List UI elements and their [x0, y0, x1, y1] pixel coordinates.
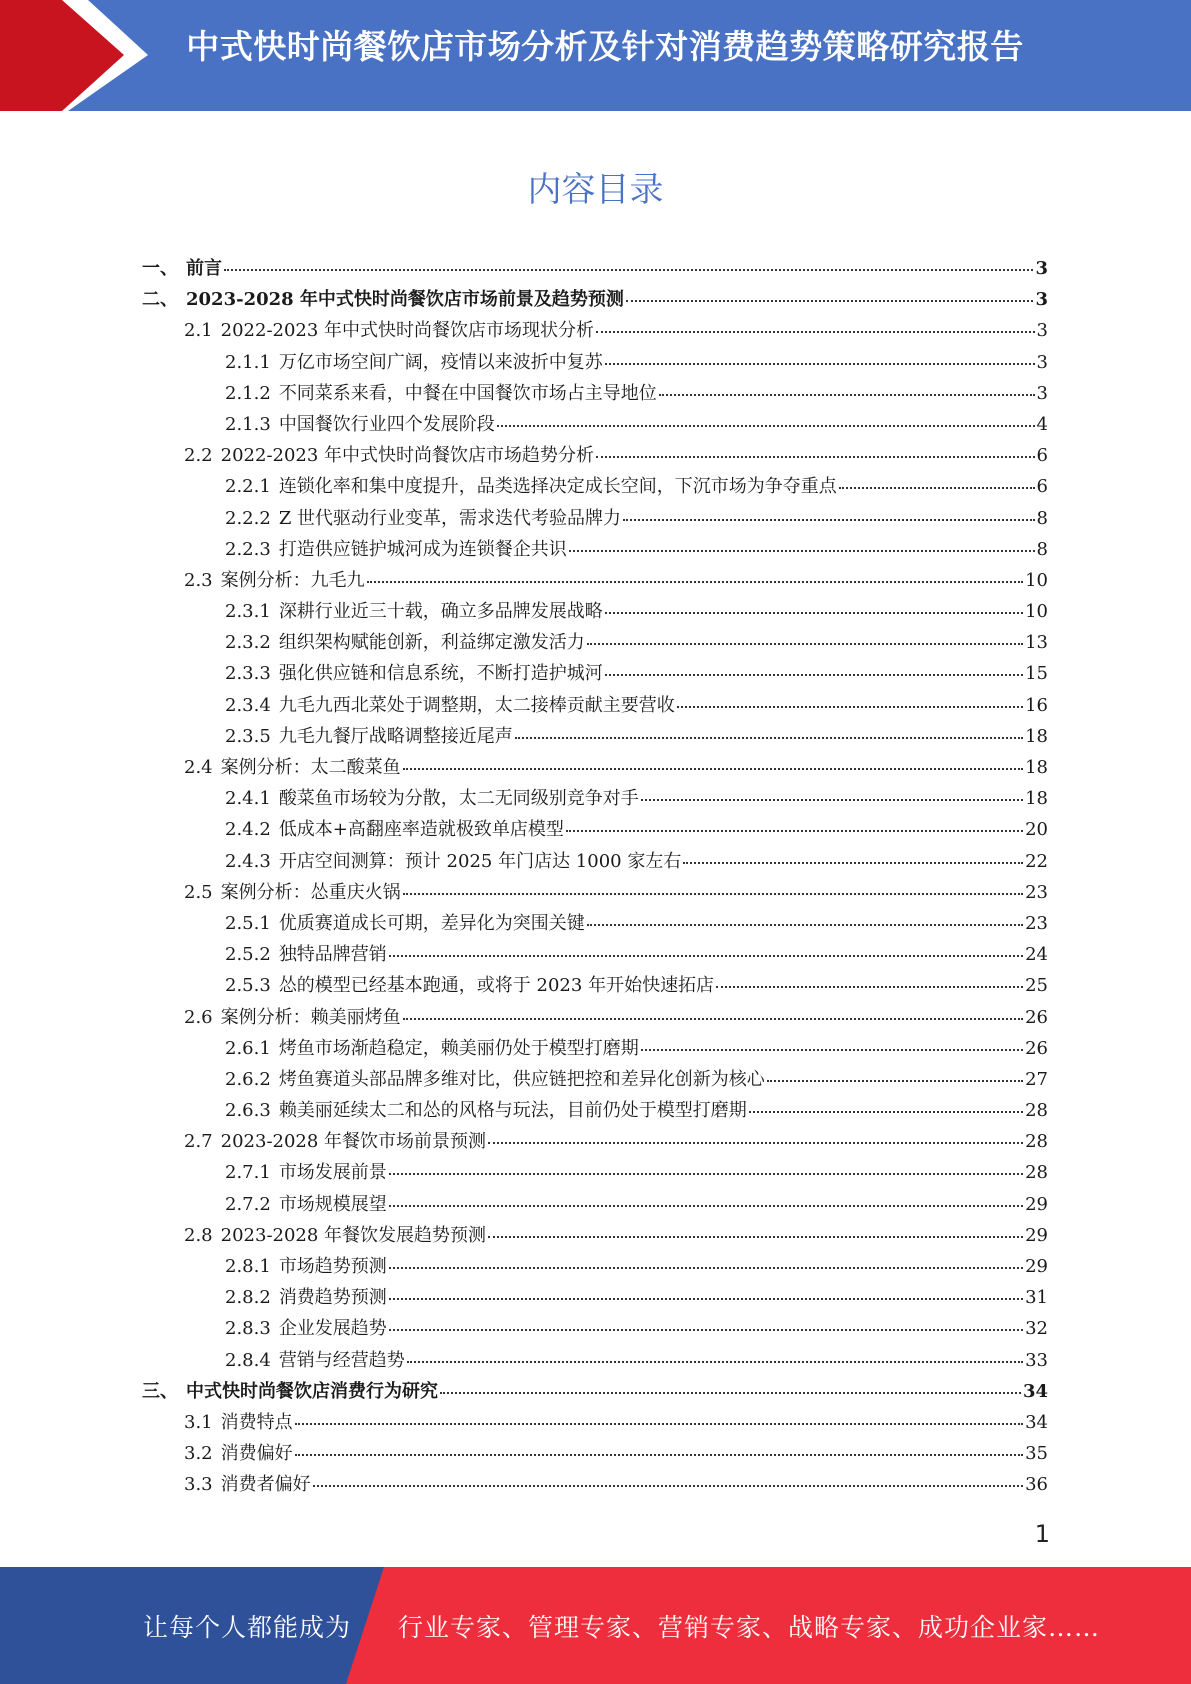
toc-entry-text [225, 379, 657, 405]
toc-entry-title: 开店空间测算：预计 2025 年门店达 1000 家左右 [278, 850, 682, 872]
toc-dot-leader [605, 674, 1023, 676]
toc-dot-leader [626, 300, 1034, 302]
toc-entry[interactable] [142, 1003, 1048, 1034]
toc-dot-leader [596, 456, 1034, 458]
toc-entry-title: 案例分析：九毛九 [220, 569, 365, 591]
toc-entry[interactable] [142, 1408, 1048, 1439]
toc-entry-number: 2.2.1 [225, 476, 271, 498]
toc-entry-text [225, 1346, 405, 1372]
toc-entry-title: 2023-2028 年餐饮市场前景预测 [220, 1131, 487, 1153]
toc-entry-number: 2.1.1 [225, 351, 271, 373]
toc-entry-title: Z 世代驱动行业变革，需求迭代考验品牌力 [278, 507, 622, 529]
toc-entry-number: 2.2.2 [225, 507, 271, 529]
toc-entry-number: 2.8.4 [225, 1349, 271, 1371]
toc-entry-page: 26 [1025, 1037, 1048, 1059]
toc-entry-page: 29 [1025, 1256, 1048, 1277]
toc-entry-text [225, 504, 621, 530]
toc-entry-text [225, 659, 603, 685]
report-title: 中式快时尚餐饮店市场分析及针对消费趋势策略研究报告 [186, 27, 1024, 66]
toc-entry-number: 2.8.3 [225, 1318, 271, 1340]
toc-dot-leader [389, 1173, 1023, 1175]
toc-entry-page: 34 [1022, 1380, 1048, 1402]
toc-entry-number: 2.8 [184, 1224, 213, 1246]
toc-entry[interactable] [142, 1127, 1048, 1158]
toc-entry-number: 2.7.1 [225, 1162, 271, 1184]
toc-entry-page: 3 [1036, 320, 1048, 342]
toc-dot-leader [596, 331, 1034, 333]
toc-entry-title: 打造供应链护城河成为连锁餐企共识 [278, 538, 567, 560]
footer-slogan-left: 让每个人都能成为 [143, 1613, 352, 1642]
toc-entry-text [225, 940, 387, 966]
toc-entry-title: 前言 [186, 258, 222, 279]
toc-entry-page: 6 [1036, 445, 1048, 467]
toc-entry-text [184, 566, 365, 592]
toc-entry[interactable] [142, 1470, 1048, 1501]
toc-entry-page: 3 [1036, 351, 1048, 373]
toc-entry-page: 20 [1025, 819, 1048, 841]
toc-entry-title: 案例分析：赖美丽烤鱼 [220, 1006, 401, 1028]
toc-entry-text [225, 1065, 765, 1091]
toc-entry-text [225, 597, 603, 623]
toc-dot-leader [605, 612, 1023, 614]
toc-entry-text [142, 254, 222, 280]
toc-entry[interactable] [142, 628, 1048, 659]
toc-entry-title: 九毛九西北菜处于调整期，太二接棒贡献主要营收 [278, 694, 675, 716]
toc-entry-text [225, 909, 585, 935]
toc-entry[interactable] [142, 566, 1048, 597]
toc-entry-page: 8 [1036, 507, 1048, 529]
toc-entry[interactable] [142, 285, 1048, 316]
toc-entry-page: 33 [1025, 1349, 1048, 1371]
toc-entry[interactable] [142, 659, 1048, 690]
toc-entry-text [184, 1127, 486, 1153]
toc-entry-number: 3.3 [184, 1474, 213, 1496]
toc-entry-text [225, 1158, 387, 1184]
toc-entry-title: 市场规模展望 [278, 1193, 387, 1215]
toc-entry-text [225, 722, 513, 748]
toc-entry[interactable] [142, 1221, 1048, 1252]
toc-entry-page: 27 [1025, 1068, 1048, 1090]
toc-dot-leader [313, 1485, 1023, 1487]
toc-entry-number: 2.2.3 [225, 538, 271, 560]
toc-entry[interactable] [142, 410, 1048, 441]
toc-entry-title: 消费者偏好 [220, 1474, 311, 1496]
toc-dot-leader [716, 986, 1023, 988]
toc-entry-number: 2.6.1 [225, 1037, 271, 1059]
toc-entry-text [225, 691, 675, 717]
toc-entry-page: 3 [1035, 289, 1048, 311]
toc-entry-page: 29 [1025, 1193, 1048, 1215]
toc-entry[interactable] [142, 847, 1048, 878]
toc-entry-title: 2022-2023 年中式快时尚餐饮店市场趋势分析 [220, 445, 595, 467]
toc-entry[interactable] [142, 722, 1048, 753]
toc-entry-number: 2.1 [184, 320, 213, 342]
toc-entry[interactable] [142, 348, 1048, 379]
toc-entry-number: 2.5 [184, 881, 213, 903]
toc-entry[interactable] [142, 472, 1048, 503]
toc-dot-leader [497, 425, 1035, 427]
toc-entry-title: 深耕行业近三十载，确立多品牌发展战略 [278, 601, 603, 623]
toc-entry-title: 案例分析：太二酸菜鱼 [220, 757, 401, 778]
toc-dot-leader [403, 1018, 1023, 1020]
toc-entry-title: 消费特点 [220, 1411, 293, 1433]
toc-dot-leader [488, 1142, 1023, 1144]
toc-entry[interactable] [142, 1158, 1048, 1189]
toc-entry-page: 10 [1025, 601, 1048, 623]
toc-dot-leader [403, 768, 1023, 770]
toc-entry-text [225, 784, 639, 810]
toc-entry-title: 消费趋势预测 [278, 1287, 387, 1309]
toc-entry-text [184, 441, 594, 467]
toc-entry-number: 2.6.3 [225, 1100, 271, 1122]
toc-entry-number: 2.6 [184, 1006, 213, 1028]
toc-dot-leader [749, 1111, 1023, 1113]
toc-dot-leader [403, 893, 1023, 895]
toc-entry-number: 2.5.2 [225, 944, 271, 966]
toc-dot-leader [569, 550, 1035, 552]
toc-entry-text [225, 628, 585, 654]
toc-entry-text [225, 815, 564, 841]
toc-dot-leader [641, 1049, 1023, 1051]
toc-dot-leader [367, 581, 1023, 583]
toc-entry-text [184, 878, 401, 904]
toc-entry[interactable] [142, 1190, 1048, 1221]
toc-entry-number: 2.7 [184, 1131, 213, 1153]
toc-entry[interactable] [142, 784, 1048, 815]
toc-entry-text [225, 1283, 387, 1309]
toc-entry-page: 18 [1025, 725, 1048, 747]
toc-dot-leader [641, 799, 1023, 801]
toc-entry[interactable] [142, 504, 1048, 535]
toc-entry-page: 35 [1025, 1443, 1048, 1465]
toc-entry-text [225, 971, 714, 997]
toc-entry-title: 强化供应链和信息系统，不断打造护城河 [278, 663, 603, 685]
toc-entry-title: 组织架构赋能创新，利益绑定激发活力 [278, 632, 585, 654]
toc-entry[interactable] [142, 254, 1048, 285]
toc-entry-number: 2.4.1 [225, 788, 271, 810]
toc-entry-title: 酸菜鱼市场较为分散，太二无同级别竞争对手 [278, 788, 639, 810]
toc-entry-title: 2023-2028 年餐饮发展趋势预测 [220, 1224, 487, 1246]
toc-entry-number: 2.4 [184, 757, 213, 778]
toc-entry-title: 烤鱼市场渐趋稳定，赖美丽仍处于模型打磨期 [278, 1037, 639, 1059]
toc-entry[interactable] [142, 1034, 1048, 1065]
toc-entry-text [225, 1096, 747, 1122]
toc-entry-page: 26 [1025, 1006, 1048, 1028]
toc-entry-title: 案例分析：怂重庆火锅 [220, 881, 401, 903]
toc-entry-number: 3.2 [184, 1443, 213, 1465]
toc-entry-title: 2023-2028 年中式快时尚餐饮店市场前景及趋势预测 [186, 289, 624, 311]
toc-entry-page: 31 [1025, 1287, 1048, 1309]
toc-entry-text [225, 1190, 387, 1216]
toc-entry-text [225, 410, 495, 436]
toc-entry-page: 29 [1025, 1224, 1048, 1246]
toc-entry-page: 3 [1036, 382, 1048, 404]
toc-heading: 内容目录 [527, 170, 664, 210]
toc-entry-number: 2.3.5 [225, 725, 271, 747]
toc-entry[interactable] [142, 1065, 1048, 1096]
page-number: 1 [1034, 1520, 1050, 1548]
toc-entry[interactable] [142, 815, 1048, 846]
toc-entry-text [184, 1470, 311, 1496]
toc-entry-number: 三、 [142, 1380, 178, 1402]
toc-entry[interactable] [142, 1314, 1048, 1345]
toc-entry[interactable] [142, 1096, 1048, 1127]
toc-entry[interactable] [142, 441, 1048, 472]
toc-entry-number: 2.3.4 [225, 694, 271, 716]
toc-entry[interactable] [142, 878, 1048, 909]
toc-entry-number: 2.3.3 [225, 663, 271, 685]
toc-entry-text [225, 472, 837, 498]
toc-entry-number: 2.3.1 [225, 601, 271, 623]
toc-entry-page: 34 [1025, 1411, 1048, 1433]
toc-entry-text [184, 1408, 293, 1434]
toc-entry-number: 2.1.3 [225, 413, 271, 435]
toc-entry-text [184, 1221, 486, 1247]
toc-entry-text [184, 753, 401, 779]
toc-entry-number: 2.2 [184, 445, 213, 467]
toc-entry-number: 2.3.2 [225, 632, 271, 654]
toc-entry-text [225, 535, 567, 561]
toc-entry-page: 28 [1025, 1131, 1048, 1153]
toc-entry[interactable] [142, 379, 1048, 410]
toc-dot-leader [488, 1236, 1023, 1238]
toc-dot-leader [839, 487, 1035, 489]
toc-entry-title: 营销与经营趋势 [278, 1349, 405, 1371]
toc-entry-text [225, 348, 603, 374]
toc-entry-page: 32 [1025, 1318, 1048, 1340]
toc-entry[interactable] [142, 316, 1048, 347]
toc-dot-leader [623, 519, 1035, 521]
toc-dot-leader [389, 1329, 1023, 1331]
toc-entry-number: 2.5.3 [225, 975, 271, 997]
toc-entry-title: 低成本+高翻座率造就极致单店模型 [278, 819, 564, 841]
toc-entry-number: 二、 [142, 289, 178, 311]
toc-entry-page: 24 [1025, 944, 1048, 966]
toc-entry-page: 23 [1025, 912, 1048, 934]
toc-entry[interactable] [142, 691, 1048, 722]
toc-entry-title: 烤鱼赛道头部品牌多维对比，供应链把控和差异化创新为核心 [278, 1068, 765, 1090]
toc-entry-page: 16 [1025, 694, 1048, 716]
toc-dot-leader [407, 1361, 1023, 1363]
toc-entry-number: 一、 [142, 258, 178, 279]
toc-dot-leader [440, 1392, 1021, 1394]
toc-dot-leader [767, 1080, 1023, 1082]
toc-entry[interactable] [142, 940, 1048, 971]
toc-entry-page: 10 [1025, 569, 1048, 591]
toc-dot-leader [389, 1267, 1023, 1269]
toc-entry-number: 2.8.2 [225, 1287, 271, 1309]
toc-entry-title: 市场趋势预测 [278, 1256, 387, 1277]
toc-entry[interactable] [142, 1283, 1048, 1314]
toc-entry-page: 36 [1025, 1474, 1048, 1496]
toc-entry[interactable] [142, 1252, 1048, 1283]
toc-entry-title: 不同菜系来看，中餐在中国餐饮市场占主导地位 [278, 382, 657, 404]
table-of-contents [142, 254, 1048, 1502]
toc-entry-title: 市场发展前景 [278, 1162, 387, 1184]
toc-entry-text [225, 1252, 387, 1278]
toc-entry-page: 13 [1025, 632, 1048, 654]
toc-entry-title: 优质赛道成长可期，差异化为突围关键 [278, 912, 585, 934]
toc-entry-title: 独特品牌营销 [278, 944, 387, 966]
toc-entry-text [225, 847, 681, 873]
toc-dot-leader [677, 706, 1023, 708]
toc-dot-leader [295, 1454, 1023, 1456]
toc-entry-page: 6 [1036, 476, 1048, 498]
footer-banner [0, 1567, 1191, 1684]
toc-entry[interactable] [142, 909, 1048, 940]
toc-entry-text [184, 1439, 293, 1465]
toc-entry[interactable] [142, 1439, 1048, 1470]
toc-entry-text [225, 1034, 639, 1060]
toc-dot-leader [566, 830, 1023, 832]
toc-entry-page: 18 [1025, 757, 1048, 778]
toc-dot-leader [224, 269, 1033, 271]
header-banner [0, 0, 1191, 111]
toc-entry-title: 连锁化率和集中度提升，品类选择决定成长空间，下沉市场为争夺重点 [278, 476, 837, 498]
toc-dot-leader [587, 643, 1023, 645]
toc-entry-page: 3 [1035, 258, 1048, 279]
toc-entry-page: 8 [1036, 538, 1048, 560]
toc-entry-title: 中国餐饮行业四个发展阶段 [278, 413, 495, 435]
toc-entry[interactable] [142, 971, 1048, 1002]
toc-entry-number: 2.4.3 [225, 850, 271, 872]
toc-entry-number: 3.1 [184, 1411, 213, 1433]
toc-entry[interactable] [142, 535, 1048, 566]
toc-entry-number: 2.3 [184, 569, 213, 591]
toc-entry-title: 消费偏好 [220, 1443, 293, 1465]
toc-entry-title: 企业发展趋势 [278, 1318, 387, 1340]
toc-entry-page: 18 [1025, 788, 1048, 810]
toc-entry-page: 25 [1025, 975, 1048, 997]
toc-entry[interactable] [142, 753, 1048, 784]
toc-entry[interactable] [142, 1346, 1048, 1377]
toc-entry-title: 2022-2023 年中式快时尚餐饮店市场现状分析 [220, 320, 595, 342]
toc-entry-text [142, 1377, 438, 1403]
footer-slogan-right: 行业专家、管理专家、营销专家、战略专家、成功企业家…… [398, 1613, 1101, 1642]
toc-entry-page: 4 [1036, 413, 1048, 435]
toc-entry-text [225, 1314, 387, 1340]
toc-entry[interactable] [142, 1377, 1048, 1408]
toc-dot-leader [389, 955, 1023, 957]
toc-entry-text [184, 1003, 401, 1029]
toc-entry-number: 2.8.1 [225, 1256, 271, 1277]
toc-entry-text [184, 316, 594, 342]
toc-entry-number: 2.4.2 [225, 819, 271, 841]
toc-entry-text [142, 285, 624, 311]
toc-dot-leader [295, 1423, 1023, 1425]
toc-entry-number: 2.1.2 [225, 382, 271, 404]
toc-dot-leader [683, 862, 1023, 864]
toc-dot-leader [605, 363, 1035, 365]
toc-entry-number: 2.6.2 [225, 1068, 271, 1090]
toc-dot-leader [389, 1205, 1023, 1207]
toc-entry-title: 万亿市场空间广阔，疫情以来波折中复苏 [278, 351, 603, 373]
toc-dot-leader [587, 924, 1023, 926]
toc-entry-page: 22 [1025, 850, 1048, 872]
toc-entry-number: 2.7.2 [225, 1193, 271, 1215]
toc-dot-leader [515, 737, 1023, 739]
toc-entry-title: 怂的模型已经基本跑通，或将于 2023 年开始快速拓店 [278, 975, 715, 997]
toc-entry-title: 赖美丽延续太二和怂的风格与玩法，目前仍处于模型打磨期 [278, 1100, 747, 1122]
toc-entry-page: 28 [1025, 1100, 1048, 1122]
toc-entry-page: 28 [1025, 1162, 1048, 1184]
toc-entry-number: 2.5.1 [225, 912, 271, 934]
toc-dot-leader [389, 1298, 1023, 1300]
toc-entry-title: 九毛九餐厅战略调整接近尾声 [278, 725, 513, 747]
toc-dot-leader [659, 394, 1035, 396]
toc-entry-page: 23 [1025, 881, 1048, 903]
toc-entry-page: 15 [1025, 663, 1048, 685]
toc-entry-title: 中式快时尚餐饮店消费行为研究 [186, 1380, 438, 1402]
toc-entry[interactable] [142, 597, 1048, 628]
